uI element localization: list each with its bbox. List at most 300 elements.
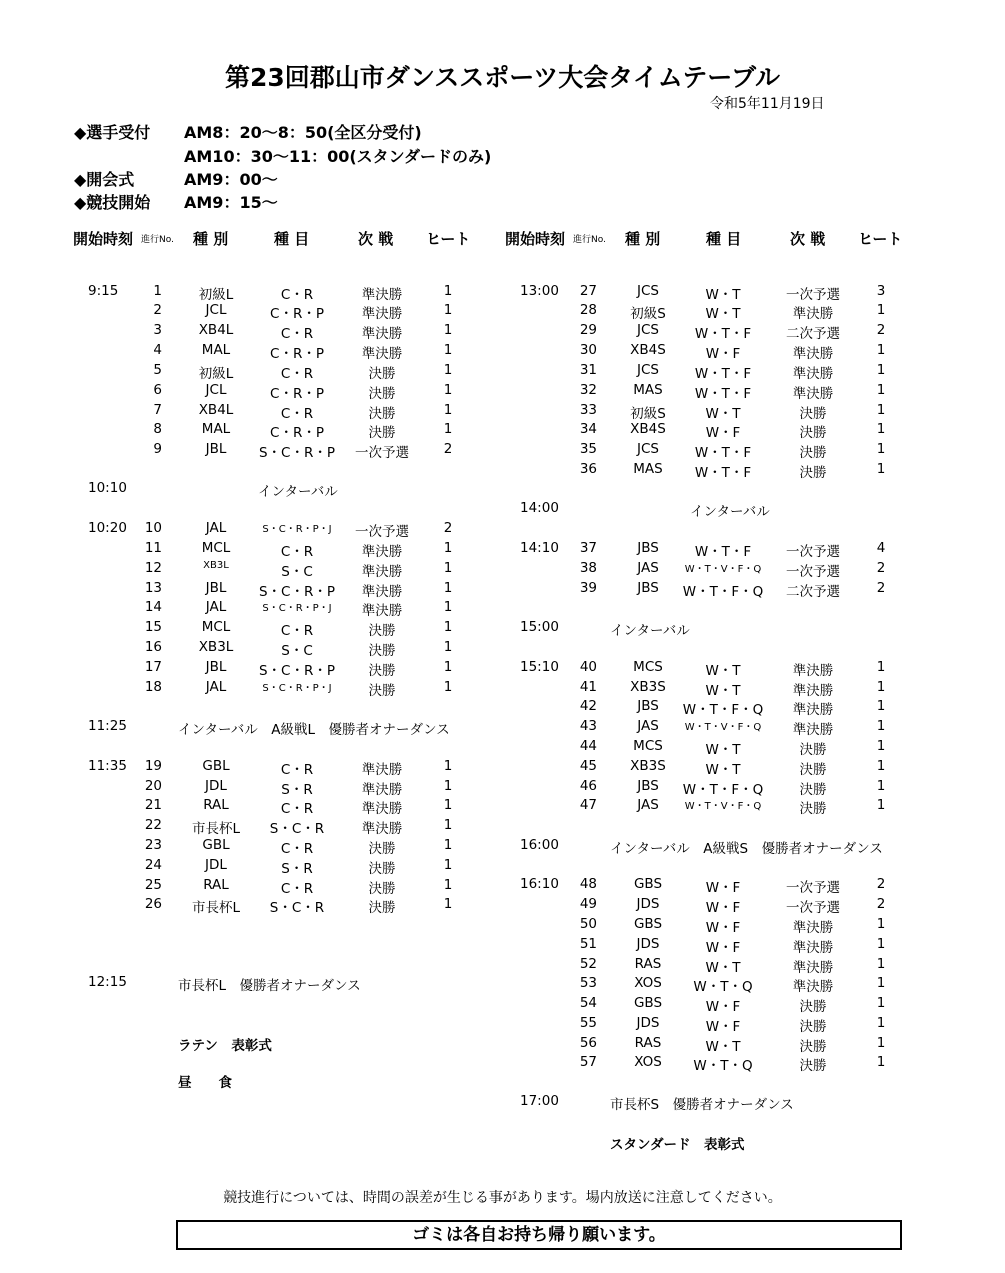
row-round: 準決勝 (792, 960, 834, 976)
row-round: 決勝 (368, 425, 396, 441)
row-round: 準決勝 (361, 603, 403, 619)
row-event: W・T (705, 406, 741, 422)
row-no: 26 (144, 896, 162, 912)
event-text: 昼 食 (178, 1075, 232, 1091)
row-heat: 2 (876, 560, 886, 576)
row-round: 準決勝 (792, 722, 834, 738)
row-heat: 1 (876, 679, 886, 695)
row-no: 36 (579, 461, 597, 477)
event-text: インターバル (690, 504, 770, 520)
row-heat: 1 (876, 698, 886, 714)
row-heat: 1 (443, 758, 453, 774)
event-text: インターバル A級戦L 優勝者オナーダンス (178, 722, 450, 738)
row-event: C・R (280, 544, 314, 560)
row-category: XB3L (203, 560, 229, 571)
row-heat: 1 (443, 778, 453, 794)
page-title: 第23回郡山市ダンススポーツ大会タイムテーブル (224, 63, 781, 92)
row-round: 決勝 (799, 465, 827, 481)
row-heat: 2 (443, 441, 453, 457)
row-event: S・C・R・P (258, 663, 336, 679)
row-round: 準決勝 (361, 544, 403, 560)
row-round: 準決勝 (361, 762, 403, 778)
row-heat: 1 (443, 322, 453, 338)
row-round: 決勝 (368, 663, 396, 679)
row-category: 初級L (198, 287, 234, 303)
header-event: 種 目 (706, 230, 742, 248)
row-round: 決勝 (368, 406, 396, 422)
row-round: 決勝 (368, 900, 396, 916)
row-heat: 1 (876, 956, 886, 972)
row-category: GBL (202, 837, 230, 853)
row-event: S・C・R・P (258, 584, 336, 600)
row-heat: 3 (876, 283, 886, 299)
row-no: 30 (579, 342, 597, 358)
row-no: 57 (579, 1054, 597, 1070)
row-round: 準決勝 (361, 326, 403, 342)
row-no: 23 (144, 837, 162, 853)
row-category: XOS (634, 975, 662, 991)
row-heat: 1 (876, 441, 886, 457)
row-category: GBS (633, 876, 663, 892)
row-no: 28 (579, 302, 597, 318)
row-category: MAS (633, 461, 663, 477)
row-round: 二次予選 (786, 326, 840, 342)
row-round: 決勝 (799, 445, 827, 461)
event-text: 市長杯S 優勝者オナーダンス (610, 1097, 794, 1113)
row-no: 52 (579, 956, 597, 972)
info-line-reception-standard (74, 144, 491, 167)
row-no: 31 (579, 362, 597, 378)
row-event: W・T・F (694, 386, 752, 402)
row-no: 43 (579, 718, 597, 734)
row-event: C・R・P (270, 306, 324, 322)
row-category: MAL (201, 421, 231, 437)
row-no: 33 (579, 402, 597, 418)
row-category: JAS (637, 797, 659, 813)
row-category: 市長杯L (191, 821, 241, 837)
row-round: 決勝 (799, 762, 827, 778)
row-event: S・C (281, 643, 313, 659)
header-heat: ヒート (858, 230, 903, 248)
row-category: 初級S (630, 406, 666, 422)
row-event: C・R (280, 287, 314, 303)
row-category: JDL (205, 778, 227, 794)
row-category: MCS (633, 659, 663, 675)
row-heat: 1 (876, 916, 886, 932)
row-no: 8 (153, 421, 162, 437)
row-round: 準決勝 (361, 801, 403, 817)
row-no: 48 (579, 876, 597, 892)
row-category: 初級S (630, 306, 666, 322)
row-heat: 1 (876, 995, 886, 1011)
row-event: S・C・R・P・J (262, 683, 332, 694)
event-time: 15:00 (520, 619, 559, 635)
info-value: AM9：00～ (184, 170, 278, 189)
row-event: W・F (705, 880, 741, 896)
row-no: 24 (144, 857, 162, 873)
row-event: W・T (705, 762, 741, 778)
row-category: XB4S (630, 421, 666, 437)
row-no: 27 (579, 283, 597, 299)
row-round: 準決勝 (361, 346, 403, 362)
row-round: 一次予選 (786, 880, 840, 896)
row-event: S・C・R (269, 821, 325, 837)
row-event: W・T・F・Q (682, 702, 764, 718)
row-no: 56 (579, 1035, 597, 1051)
row-round: 準決勝 (361, 821, 403, 837)
row-no: 9 (153, 441, 162, 457)
event-time: 12:15 (88, 974, 127, 990)
header-start-time: 開始時刻 (73, 230, 134, 248)
row-event: S・R (281, 782, 313, 798)
row-round: 準決勝 (792, 386, 834, 402)
row-category: MAS (633, 382, 663, 398)
row-category: JDL (205, 857, 227, 873)
row-event: W・F (705, 940, 741, 956)
row-time: 10:20 (88, 520, 127, 536)
row-round: 決勝 (368, 366, 396, 382)
row-category: XB4S (630, 342, 666, 358)
row-heat: 2 (443, 520, 453, 536)
row-category: JDS (636, 936, 660, 952)
row-round: 決勝 (799, 782, 827, 798)
row-event: W・T・F (694, 445, 752, 461)
row-round: 準決勝 (361, 564, 403, 580)
row-event: W・T (705, 287, 741, 303)
row-category: JDS (636, 896, 660, 912)
row-event: W・T (705, 1039, 741, 1055)
row-round: 準決勝 (792, 920, 834, 936)
row-category: GBS (633, 995, 663, 1011)
row-no: 18 (144, 679, 162, 695)
row-heat: 1 (876, 421, 886, 437)
row-event: W・T・F・Q (682, 584, 764, 600)
row-round: 決勝 (799, 406, 827, 422)
row-no: 50 (579, 916, 597, 932)
row-no: 40 (579, 659, 597, 675)
row-heat: 1 (876, 362, 886, 378)
event-time: 10:10 (88, 480, 127, 496)
row-event: W・T・V・F・Q (684, 564, 762, 575)
row-round: 決勝 (368, 841, 396, 857)
row-no: 14 (144, 599, 162, 615)
row-event: W・F (705, 1019, 741, 1035)
row-heat: 1 (876, 382, 886, 398)
row-heat: 1 (876, 778, 886, 794)
row-no: 12 (144, 560, 162, 576)
row-heat: 1 (876, 738, 886, 754)
row-round: 決勝 (368, 861, 396, 877)
row-category: RAS (634, 1035, 662, 1051)
trash-notice-text: ゴミは各自お持ち帰り願います。 (412, 1225, 666, 1245)
row-no: 7 (153, 402, 162, 418)
row-heat: 1 (443, 659, 453, 675)
row-event: W・T・F (694, 465, 752, 481)
row-round: 決勝 (799, 425, 827, 441)
row-category: JCS (637, 441, 659, 457)
row-no: 47 (579, 797, 597, 813)
row-no: 41 (579, 679, 597, 695)
row-category: JCL (205, 382, 227, 398)
row-event: S・C・R・P (258, 445, 336, 461)
header-category: 種 別 (625, 230, 661, 248)
row-round: 決勝 (799, 1039, 827, 1055)
row-round: 一次予選 (355, 524, 409, 540)
row-heat: 1 (876, 936, 886, 952)
row-round: 準決勝 (792, 366, 834, 382)
event-text: インターバル (258, 484, 338, 500)
row-round: 準決勝 (361, 306, 403, 322)
row-category: GBL (202, 758, 230, 774)
row-no: 44 (579, 738, 597, 754)
row-no: 54 (579, 995, 597, 1011)
info-label: ◆開会式 (74, 170, 135, 189)
row-time: 13:00 (520, 283, 559, 299)
row-category: JBL (205, 659, 227, 675)
row-no: 2 (153, 302, 162, 318)
row-category: JBL (205, 580, 227, 596)
row-category: JBS (637, 698, 659, 714)
row-category: JCS (637, 283, 659, 299)
row-category: JCS (637, 362, 659, 378)
row-heat: 1 (443, 679, 453, 695)
event-text: インターバル A級戦S 優勝者オナーダンス (610, 841, 883, 857)
row-category: JCS (637, 322, 659, 338)
row-round: 準決勝 (792, 702, 834, 718)
row-event: W・T・V・F・Q (684, 722, 762, 733)
row-heat: 1 (443, 857, 453, 873)
row-heat: 1 (443, 580, 453, 596)
row-event: W・T・Q (693, 1058, 753, 1074)
row-category: MAL (201, 342, 231, 358)
event-time: 11:25 (88, 718, 127, 734)
event-text: スタンダード 表彰式 (610, 1137, 745, 1153)
row-event: S・C・R・P・J (262, 524, 332, 535)
row-no: 13 (144, 580, 162, 596)
row-category: JBS (637, 778, 659, 794)
row-no: 16 (144, 639, 162, 655)
row-no: 3 (153, 322, 162, 338)
row-heat: 1 (443, 283, 453, 299)
row-round: 準決勝 (361, 287, 403, 303)
row-no: 39 (579, 580, 597, 596)
row-heat: 1 (443, 362, 453, 378)
row-heat: 1 (876, 797, 886, 813)
event-text: インターバル (610, 623, 690, 639)
header-start-time: 開始時刻 (505, 230, 566, 248)
row-no: 49 (579, 896, 597, 912)
row-round: 決勝 (799, 999, 827, 1015)
row-heat: 1 (876, 461, 886, 477)
row-round: 決勝 (368, 386, 396, 402)
header-round: 次 戦 (358, 230, 394, 248)
row-heat: 1 (443, 560, 453, 576)
row-event: W・T・Q (693, 979, 753, 995)
row-category: JAS (637, 560, 659, 576)
row-category: XB4L (198, 322, 234, 338)
row-category: JBS (637, 580, 659, 596)
row-category: XB4L (198, 402, 234, 418)
row-category: JAL (205, 679, 227, 695)
row-event: W・F (705, 346, 741, 362)
event-time: 14:00 (520, 500, 559, 516)
row-no: 32 (579, 382, 597, 398)
row-event: S・C (281, 564, 313, 580)
row-round: 二次予選 (786, 584, 840, 600)
row-category: XOS (634, 1054, 662, 1070)
header-event: 種 目 (274, 230, 310, 248)
row-category: MCS (633, 738, 663, 754)
info-value: AM10：30～11：00(スタンダードのみ) (184, 147, 492, 166)
row-no: 35 (579, 441, 597, 457)
row-category: JDS (636, 1015, 660, 1031)
row-event: C・R・P (270, 425, 324, 441)
row-no: 38 (579, 560, 597, 576)
row-category: 市長杯L (191, 900, 241, 916)
event-date: 令和5年11月19日 (710, 96, 825, 112)
row-no: 22 (144, 817, 162, 833)
row-event: C・R・P (270, 346, 324, 362)
row-event: C・R (280, 326, 314, 342)
row-event: W・T・F・Q (682, 782, 764, 798)
row-no: 29 (579, 322, 597, 338)
row-event: W・T (705, 306, 741, 322)
row-event: W・T (705, 742, 741, 758)
row-event: C・R・P (270, 386, 324, 402)
row-event: W・F (705, 900, 741, 916)
row-heat: 2 (876, 876, 886, 892)
row-category: XB3L (198, 639, 234, 655)
row-no: 21 (144, 797, 162, 813)
row-no: 34 (579, 421, 597, 437)
timing-note: 競技進行については、時間の誤差が生じる事があります。場内放送に注意してください。 (223, 1190, 782, 1206)
row-round: 準決勝 (792, 346, 834, 362)
row-time: 11:35 (88, 758, 127, 774)
row-category: MCL (201, 540, 231, 556)
row-heat: 2 (876, 896, 886, 912)
row-heat: 1 (443, 877, 453, 893)
row-round: 決勝 (799, 1058, 827, 1074)
row-round: 決勝 (368, 683, 396, 699)
row-round: 一次予選 (786, 564, 840, 580)
row-no: 20 (144, 778, 162, 794)
row-no: 53 (579, 975, 597, 991)
row-heat: 1 (876, 1035, 886, 1051)
row-event: C・R (280, 623, 314, 639)
row-heat: 1 (443, 342, 453, 358)
row-round: 一次予選 (786, 544, 840, 560)
row-heat: 1 (443, 540, 453, 556)
row-no: 19 (144, 758, 162, 774)
header-heat: ヒート (426, 230, 471, 248)
row-time: 9:15 (88, 283, 119, 299)
row-time: 14:10 (520, 540, 559, 556)
row-round: 準決勝 (361, 782, 403, 798)
row-event: S・R (281, 861, 313, 877)
row-heat: 1 (443, 837, 453, 853)
row-heat: 1 (443, 402, 453, 418)
info-label: ◆選手受付 (74, 123, 151, 142)
row-no: 42 (579, 698, 597, 714)
header-no: 進行No. (141, 235, 174, 245)
row-heat: 1 (876, 659, 886, 675)
row-heat: 1 (876, 975, 886, 991)
row-round: 決勝 (368, 623, 396, 639)
row-event: C・R (280, 406, 314, 422)
row-no: 46 (579, 778, 597, 794)
info-line-reception (74, 120, 422, 143)
row-category: MCL (201, 619, 231, 635)
header-round: 次 戦 (790, 230, 826, 248)
header-category: 種 別 (193, 230, 229, 248)
row-round: 決勝 (799, 742, 827, 758)
row-event: W・T・F (694, 326, 752, 342)
trash-notice-box (176, 1220, 902, 1250)
row-no: 51 (579, 936, 597, 952)
row-event: S・C・R (269, 900, 325, 916)
row-round: 準決勝 (792, 940, 834, 956)
row-round: 準決勝 (792, 979, 834, 995)
info-line-opening (74, 167, 278, 190)
row-category: JCL (205, 302, 227, 318)
row-category: JBS (637, 540, 659, 556)
row-heat: 1 (443, 639, 453, 655)
row-round: 準決勝 (792, 683, 834, 699)
info-line-start (74, 190, 278, 213)
row-no: 55 (579, 1015, 597, 1031)
row-event: C・R (280, 366, 314, 382)
info-value: AM8：20～8：50(全区分受付) (184, 123, 422, 142)
row-category: RAS (634, 956, 662, 972)
row-round: 決勝 (368, 881, 396, 897)
row-event: W・F (705, 999, 741, 1015)
row-no: 4 (153, 342, 162, 358)
row-category: JAL (205, 520, 227, 536)
row-round: 一次予選 (786, 287, 840, 303)
row-category: XB3S (630, 679, 666, 695)
row-heat: 1 (443, 302, 453, 318)
row-category: JAS (637, 718, 659, 734)
row-event: C・R (280, 841, 314, 857)
row-heat: 1 (876, 1054, 886, 1070)
row-event: W・T (705, 960, 741, 976)
row-no: 45 (579, 758, 597, 774)
row-round: 一次予選 (355, 445, 409, 461)
row-event: W・F (705, 425, 741, 441)
row-round: 準決勝 (361, 584, 403, 600)
row-no: 5 (153, 362, 162, 378)
row-event: W・F (705, 920, 741, 936)
row-round: 決勝 (368, 643, 396, 659)
info-label: ◆競技開始 (74, 193, 151, 212)
row-time: 15:10 (520, 659, 559, 675)
row-event: C・R (280, 881, 314, 897)
row-heat: 1 (443, 619, 453, 635)
row-event: W・T・F (694, 366, 752, 382)
row-no: 15 (144, 619, 162, 635)
header-no: 進行No. (573, 235, 606, 245)
row-heat: 1 (443, 382, 453, 398)
row-heat: 1 (443, 421, 453, 437)
row-category: RAL (203, 797, 229, 813)
row-heat: 1 (443, 599, 453, 615)
info-value: AM9：15～ (184, 193, 278, 212)
row-no: 1 (153, 283, 162, 299)
row-no: 11 (144, 540, 162, 556)
row-heat: 1 (443, 817, 453, 833)
row-heat: 2 (876, 322, 886, 338)
row-no: 17 (144, 659, 162, 675)
